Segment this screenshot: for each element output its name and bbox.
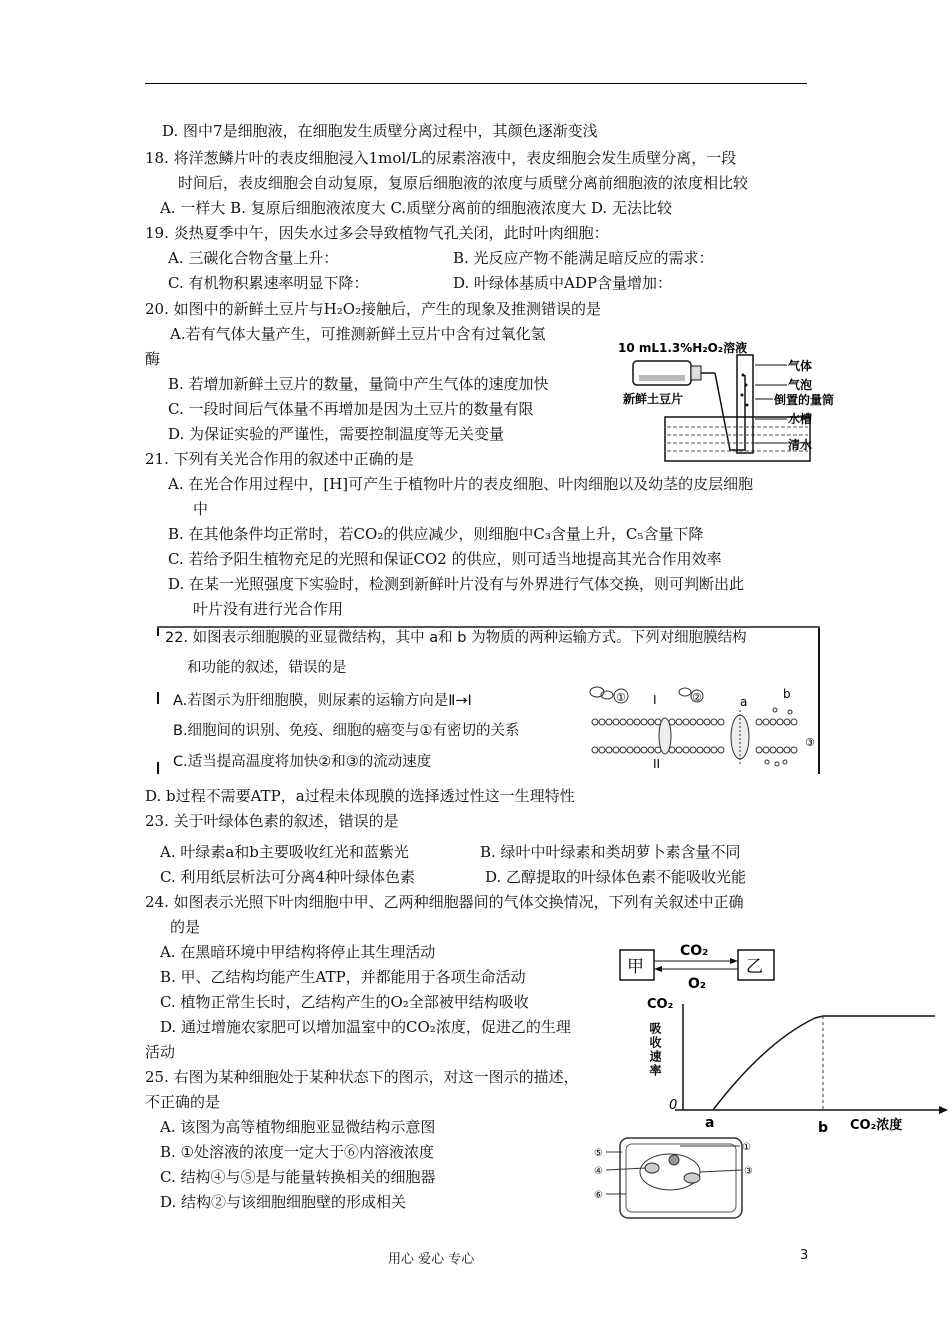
q20-stem: 20. 如图中的新鲜土豆片与H₂O₂接触后，产生的现象及推测错误的是 xyxy=(145,300,602,318)
q17-option-d: D. 图中7是细胞液，在细胞发生质壁分离过程中，其颜色逐渐变浅 xyxy=(162,122,598,140)
header-rule xyxy=(145,83,807,84)
q22-stem: 22. 如图表示细胞膜的亚显微结构，其中 a和 b 为物质的两种运输方式。下列对细胞膜结构 xyxy=(165,630,747,646)
q21-stem: 21. 下列有关光合作用的叙述中正确的是 xyxy=(145,450,414,468)
q23-option-b: B. 绿叶中叶绿素和类胡萝卜素含量不同 xyxy=(480,843,741,861)
label-jia: 甲 xyxy=(627,957,644,977)
graph-origin: 0 xyxy=(669,1098,678,1113)
q23-stem: 23. 关于叶绿体色素的叙述，错误的是 xyxy=(145,812,399,830)
q20-apparatus-figure xyxy=(615,335,845,465)
q21-option-d-cont: 叶片没有进行光合作用 xyxy=(193,600,344,618)
label-o2-arrow: O₂ xyxy=(688,976,707,992)
q23-option-c: C. 利用纸层析法可分离4种叶绿体色素 xyxy=(160,868,416,886)
graph-a: a xyxy=(705,1115,715,1131)
q25-option-a: A. 该图为高等植物细胞亚显微结构示意图 xyxy=(160,1118,436,1136)
co2-absorption-graph xyxy=(645,992,950,1137)
q19-stem: 19. 炎热夏季中午，因失水过多会导致植物气孔关闭，此时叶肉细胞： xyxy=(145,224,609,242)
q22-option-d: D. b过程不需要ATP，a过程未体现膜的选择透过性这一生理特性 xyxy=(145,787,575,805)
label-potato: 新鲜土豆片 xyxy=(623,392,684,406)
q24-option-d: D. 通过增施农家肥可以增加温室中的CO₂浓度，促进乙的生理 xyxy=(160,1018,571,1036)
q25-stem: 25. 右图为某种细胞处于某种状态下的图示，对这一图示的描述， xyxy=(145,1068,579,1086)
cell-label-n3: ③ xyxy=(744,1166,753,1177)
q19-option-c: C. 有机物积累速率明显下降： xyxy=(168,274,369,292)
cell-label-n4: ④ xyxy=(594,1166,603,1177)
cell-label-n6: ⑥ xyxy=(594,1190,603,1201)
label-gas: 气体 xyxy=(788,359,813,373)
q25-option-d: D. 结构②与该细胞细胞壁的形成相关 xyxy=(160,1193,407,1211)
label-tank: 水槽 xyxy=(788,412,813,426)
q23-option-a: A. 叶绿素a和b主要吸收红光和蓝紫光 xyxy=(160,843,409,861)
q22-option-a: A.若图示为肝细胞膜，则尿素的运输方向是Ⅱ→Ⅰ xyxy=(173,693,472,709)
q22-option-c: C.适当提高温度将加快②和③的流动速度 xyxy=(173,754,432,770)
q21-option-d: D. 在某一光照强度下实验时，检测到新鲜叶片没有与外界进行气体交换，则可判断出此 xyxy=(168,575,745,593)
q18-stem-cont: 时间后，表皮细胞会自动复原，复原后细胞液的浓度与质壁分离前细胞液的浓度相比较 xyxy=(178,174,749,192)
q21-option-a-cont: 中 xyxy=(193,500,209,518)
q24-option-b: B. 甲、乙结构均能产生ATP，并都能用于各项生命活动 xyxy=(160,968,526,986)
q20-option-b: B. 若增加新鲜土豆片的数量，量筒中产生气体的速度加快 xyxy=(168,375,549,393)
q20-option-d: D. 为保证实验的严谨性，需要控制温度等无关变量 xyxy=(168,425,505,443)
label-co2-arrow: CO₂ xyxy=(680,943,709,959)
label-I: I xyxy=(653,693,657,707)
label-n2: ② xyxy=(692,691,702,704)
scan-bracket-left-mid xyxy=(157,692,159,704)
q22-membrane-figure xyxy=(585,682,817,772)
q22-option-b: B.细胞间的识别、免疫、细胞的癌变与①有密切的关系 xyxy=(173,723,520,739)
label-b: b xyxy=(783,687,791,701)
label-cylinder: 倒置的量筒 xyxy=(774,393,835,407)
graph-ylabel2: 吸收速率 xyxy=(648,1022,662,1078)
graph-xlabel: CO₂浓度 xyxy=(850,1118,903,1133)
q25-stem-cont: 不正确的是 xyxy=(145,1093,221,1111)
q24-option-c: C. 植物正常生长时，乙结构产生的O₂全部被甲结构吸收 xyxy=(160,993,529,1011)
footer-motto: 用心 爱心 专心 xyxy=(388,1252,475,1267)
q21-option-a: A. 在光合作用过程中，[H]可产生于植物叶片的表皮细胞、叶肉细胞以及幼茎的皮层细胞 xyxy=(168,475,754,493)
q21-option-b: B. 在其他条件均正常时，若CO₂的供应减少，则细胞中C₃含量上升，C₅含量下降 xyxy=(168,525,704,543)
q24-organelle-figure xyxy=(618,938,778,994)
label-n1: ① xyxy=(616,691,626,704)
q23-option-d: D. 乙醇提取的叶绿体色素不能吸收光能 xyxy=(485,868,747,886)
q25-option-b: B. ①处溶液的浓度一定大于⑥内溶液浓度 xyxy=(160,1143,435,1161)
q22-stem-cont: 和功能的叙述，错误的是 xyxy=(187,660,347,676)
scan-bracket-left-bottom xyxy=(157,762,159,774)
label-II: II xyxy=(653,757,661,771)
q20-option-a: A.若有气体大量产生，可推测新鲜土豆片中含有过氧化氢 xyxy=(170,325,546,343)
q19-option-a: A. 三碳化合物含量上升： xyxy=(168,249,339,267)
q21-option-c: C. 若给予阳生植物充足的光照和保证CO2 的供应，则可适当地提高其光合作用效率 xyxy=(168,550,722,568)
q25-option-c: C. 结构④与⑤是与能量转换相关的细胞器 xyxy=(160,1168,436,1186)
q24-option-a: A. 在黑暗环境中甲结构将停止其生理活动 xyxy=(160,943,436,961)
label-water: 清水 xyxy=(788,438,813,452)
cell-label-n1: ① xyxy=(742,1142,751,1153)
curve-rise xyxy=(713,1016,823,1110)
scan-bracket-right xyxy=(818,626,820,774)
q18-options: A. 一样大 B. 复原后细胞液浓度大 C.质壁分离前的细胞液浓度大 D. 无法比较 xyxy=(160,199,672,217)
q24-option-d-cont: 活动 xyxy=(145,1043,176,1061)
graph-ylabel: CO₂ xyxy=(647,997,674,1012)
label-yi: 乙 xyxy=(746,957,763,977)
label-a: a xyxy=(740,695,748,709)
label-solution: 10 mL1.3%H₂O₂溶液 xyxy=(618,341,748,355)
scan-bracket-left-top xyxy=(157,626,159,636)
q24-stem: 24. 如图表示光照下叶肉细胞中甲、乙两种细胞器间的气体交换情况，下列有关叙述中正确 xyxy=(145,893,744,911)
q18-stem: 18. 将洋葱鳞片叶的表皮细胞浸入1mol/L的尿素溶液中，表皮细胞会发生质壁分离，一段 xyxy=(145,149,737,167)
q20-option-a-cont: 酶 xyxy=(145,350,161,368)
q19-option-d: D. 叶绿体基质中ADP含量增加： xyxy=(453,274,672,292)
label-n3: ③ xyxy=(805,736,815,749)
q20-option-c: C. 一段时间后气体量不再增加是因为土豆片的数量有限 xyxy=(168,400,534,418)
q19-option-b: B. 光反应产物不能满足暗反应的需求： xyxy=(453,249,714,267)
graph-b: b xyxy=(818,1120,829,1136)
q25-cell-figure xyxy=(592,1132,772,1220)
q24-stem-cont: 的是 xyxy=(170,918,201,936)
page-number: 3 xyxy=(800,1248,809,1263)
label-bubble: 气泡 xyxy=(788,378,813,392)
cell-label-n5: ⑤ xyxy=(594,1148,603,1159)
